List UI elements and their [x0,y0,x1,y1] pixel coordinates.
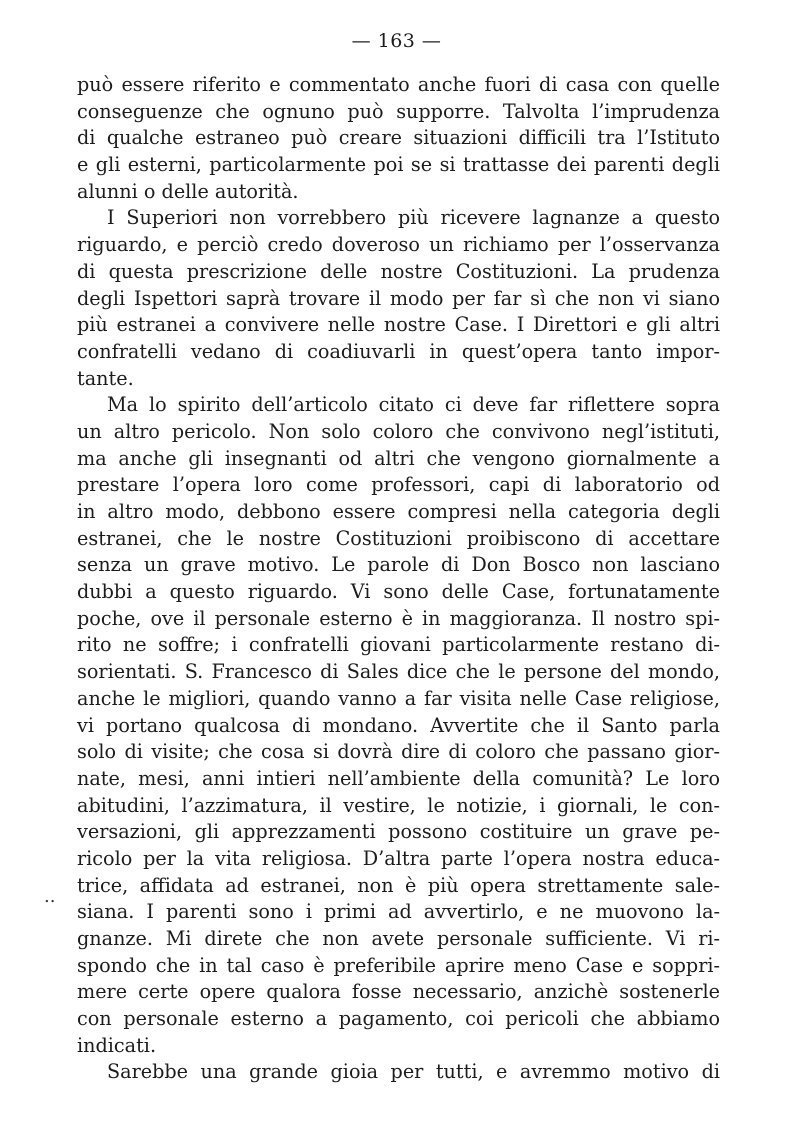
text-line: alunni o delle autorità. [77,179,299,203]
text-line: estranei, che le nostre Costituzioni proibiscono di accettare [77,526,720,550]
text-line: solo di visite; che cosa si dovrà dire di coloro che passano gior- [77,740,720,764]
text-line: abitudini, l’azzimatura, il vestire, le notizie, i giornali, le con- [77,793,720,817]
text-line: rito ne soffre; i confratelli giovani particolarmente restano di- [77,633,720,657]
text-line: anche le migliori, quando vanno a far visita nelle Case religiose, [77,686,720,710]
text-line: prestare l’opera loro come professori, capi di laboratorio od [77,473,720,497]
text-line: in altro modo, debbono essere compresi nella categoria degli [77,500,720,523]
text-line: confratelli vedano di coadiuvarli in quest’opera tanto impor- [77,339,720,363]
text-line: degli Ispettori saprà trovare il modo per far sì che non vi siano [77,286,720,310]
text-line: indicati. [77,1033,157,1057]
text-line: conseguenze che ognuno può supporre. Talvolta l’imprudenza [77,99,720,123]
margin-mark: .. [44,886,56,907]
page-number: — 163 — [351,30,442,52]
text-line: I Superiori non vorrebbero più ricevere lagnanze a questo [107,206,720,230]
body-text [77,72,720,1086]
text-line: con personale esterno a pagamento, coi pericoli che abbiamo [77,1007,720,1031]
text-line: poche, ove il personale esterno è in maggioranza. Il nostro spi- [77,606,720,630]
text-line: senza un grave motivo. Le parole di Don Bosco non lasciano [77,553,720,577]
text-line: nate, mesi, anni intieri nell’ambiente della comunità? Le loro [77,766,720,790]
text-line: di questa prescrizione delle nostre Costituzioni. La prudenza [77,259,720,283]
text-line: tante. [77,366,134,390]
text-line: spondo che in tal caso è preferibile aprire meno Case e soppri- [77,953,720,977]
text-line: di qualche estraneo può creare situazioni difficili tra l’Istituto [77,126,720,150]
text-line: gnanze. Mi direte che non avete personale sufficiente. Vi ri- [77,927,720,950]
text-line: può essere riferito e commentato anche fuori di casa con quelle [77,73,720,96]
text-line: un altro pericolo. Non solo coloro che convivono negl’istituti, [77,419,720,443]
text-line: ricolo per la vita religiosa. D’altra parte l’opera nostra educa- [77,846,720,870]
text-line: e gli esterni, particolarmente poi se si trattasse dei parenti degli [77,153,720,177]
text-line: mere certe opere qualora fosse necessario, anzichè sostenerle [77,980,720,1004]
text-line: riguardo, e perciò credo doveroso un richiamo per l’osservanza [77,233,720,257]
text-line: ma anche gli insegnanti od altri che vengono giornalmente a [77,446,720,470]
text-line: dubbi a questo riguardo. Vi sono delle Case, fortunatamente [77,580,720,604]
text-line: versazioni, gli apprezzamenti possono costituire un grave pe- [77,820,720,844]
text-line: siana. I parenti sono i primi ad avvertirlo, e ne muovono la- [77,900,720,924]
text-line: sorientati. S. Francesco di Sales dice che le persone del mondo, [77,660,720,684]
text-line: Ma lo spirito dell’articolo citato ci deve far riflettere sopra [107,393,720,417]
text-line: trice, affidata ad estranei, non è più opera strettamente sale- [77,873,720,897]
text-line: più estranei a convivere nelle nostre Case. I Direttori e gli altri [77,313,720,337]
text-line: Sarebbe una grande gioia per tutti, e avremmo motivo di [107,1060,720,1084]
text-line: vi portano qualcosa di mondano. Avvertite che il Santo parla [77,713,720,737]
